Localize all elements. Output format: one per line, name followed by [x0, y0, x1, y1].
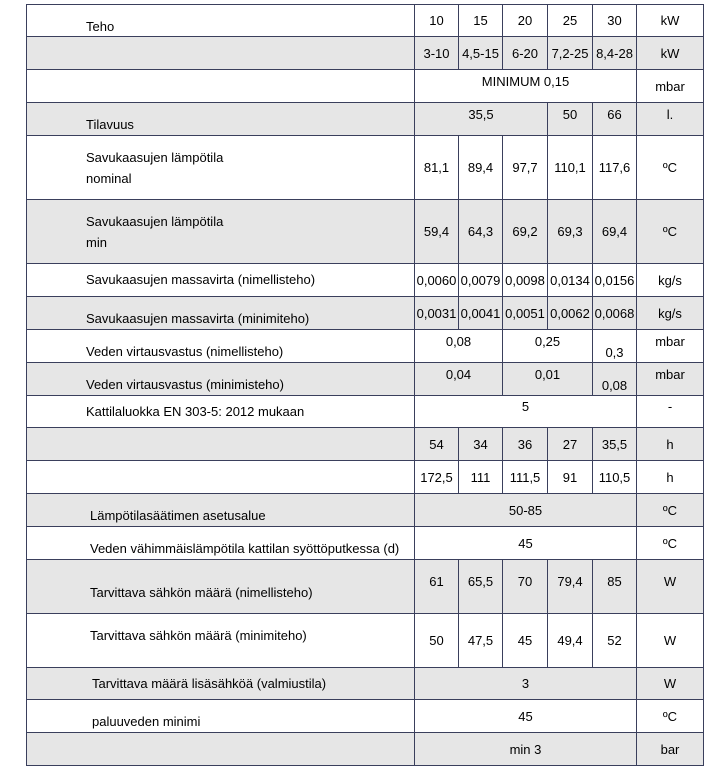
value-cell: 0,3	[593, 330, 637, 363]
unit-cell: kW	[637, 37, 704, 70]
row-electricity-min	[27, 614, 704, 668]
value-cell: 111,5	[503, 461, 548, 494]
value-cell: 64,3	[459, 200, 503, 264]
value-cell: 81,1	[415, 136, 459, 200]
value-cell: 45	[415, 700, 637, 733]
row-water-resistance-min	[27, 363, 704, 396]
value-cell: min 3	[415, 733, 637, 766]
value-cell: 0,08	[415, 330, 503, 363]
unit-cell: ºC	[637, 494, 704, 527]
value-cell: 0,0156	[593, 264, 637, 297]
unit-cell: kg/s	[637, 264, 704, 297]
row-label: Savukaasujen massavirta (minimiteho)	[27, 297, 415, 330]
row-label	[27, 37, 415, 70]
row-flue-temp-nominal	[27, 136, 704, 200]
value-cell: 0,0051	[503, 297, 548, 330]
row-boiler-class	[27, 396, 704, 428]
value-cell: 8,4-28	[593, 37, 637, 70]
value-cell: 85	[593, 560, 637, 614]
value-cell: 49,4	[548, 614, 593, 668]
value-cell: 36	[503, 428, 548, 461]
value-cell: 0,01	[503, 363, 593, 396]
row-label: Tarvittava sähkön määrä (minimiteho)	[27, 614, 415, 668]
value-cell: MINIMUM 0,15	[415, 70, 637, 103]
value-cell: 61	[415, 560, 459, 614]
row-label: Savukaasujen lämpötila min	[27, 200, 415, 264]
value-cell: 66	[593, 103, 637, 136]
unit-cell: kW	[637, 5, 704, 37]
row-label	[27, 733, 415, 766]
row-label: Veden virtausvastus (nimellisteho)	[27, 330, 415, 363]
value-cell: 69,2	[503, 200, 548, 264]
value-cell: 117,6	[593, 136, 637, 200]
row-mass-flow-nominal	[27, 264, 704, 297]
value-cell: 30	[593, 5, 637, 37]
value-cell: 50	[415, 614, 459, 668]
row-label: Tilavuus	[27, 103, 415, 136]
unit-cell: W	[637, 668, 704, 700]
boiler-spec-table	[26, 4, 704, 766]
unit-cell: W	[637, 614, 704, 668]
row-label: paluuveden minimi	[27, 700, 415, 733]
unit-cell: mbar	[637, 330, 704, 363]
row-label: Veden virtausvastus (minimisteho)	[27, 363, 415, 396]
unit-cell: l.	[637, 103, 704, 136]
value-cell: 0,0079	[459, 264, 503, 297]
row-label: Savukaasujen massavirta (nimellisteho)	[27, 264, 415, 297]
value-cell: 97,7	[503, 136, 548, 200]
value-cell: 27	[548, 428, 593, 461]
row-label: Lämpötilasäätimen asetusalue	[27, 494, 415, 527]
unit-cell: bar	[637, 733, 704, 766]
value-cell: 15	[459, 5, 503, 37]
value-cell: 10	[415, 5, 459, 37]
unit-cell: -	[637, 396, 704, 428]
value-cell: 0,0060	[415, 264, 459, 297]
unit-cell: h	[637, 428, 704, 461]
row-return-water-min	[27, 700, 704, 733]
value-cell: 4,5-15	[459, 37, 503, 70]
value-cell: 25	[548, 5, 593, 37]
value-cell: 111	[459, 461, 503, 494]
value-cell: 7,2-25	[548, 37, 593, 70]
value-cell: 0,0134	[548, 264, 593, 297]
unit-cell: ºC	[637, 200, 704, 264]
value-cell: 5	[415, 396, 637, 428]
value-cell: 3	[415, 668, 637, 700]
value-cell: 69,3	[548, 200, 593, 264]
row-label: Veden vähimmäislämpötila kattilan syöttöputkessa (d)	[27, 527, 415, 560]
value-cell: 54	[415, 428, 459, 461]
value-cell: 0,0041	[459, 297, 503, 330]
value-cell: 110,1	[548, 136, 593, 200]
row-label: Teho	[27, 5, 415, 37]
value-cell: 172,5	[415, 461, 459, 494]
value-cell: 3-10	[415, 37, 459, 70]
value-cell: 91	[548, 461, 593, 494]
value-cell: 110,5	[593, 461, 637, 494]
value-cell: 89,4	[459, 136, 503, 200]
value-cell: 70	[503, 560, 548, 614]
row-thermostat-range	[27, 494, 704, 527]
unit-cell: ºC	[637, 136, 704, 200]
row-label: Kattilaluokka EN 303-5: 2012 mukaan	[27, 396, 415, 428]
row-flue-temp-min	[27, 200, 704, 264]
value-cell: 0,0098	[503, 264, 548, 297]
row-label: Tarvittava sähkön määrä (nimellisteho)	[27, 560, 415, 614]
row-teho	[27, 5, 704, 37]
unit-cell: mbar	[637, 70, 704, 103]
row-tilavuus	[27, 103, 704, 136]
unit-cell: mbar	[637, 363, 704, 396]
unit-cell: ºC	[637, 527, 704, 560]
row-power-range	[27, 37, 704, 70]
value-cell: 45	[415, 527, 637, 560]
value-cell: 47,5	[459, 614, 503, 668]
row-mass-flow-min	[27, 297, 704, 330]
value-cell: 35,5	[593, 428, 637, 461]
row-label	[27, 461, 415, 494]
row-electricity-nominal	[27, 560, 704, 614]
value-cell: 34	[459, 428, 503, 461]
value-cell: 20	[503, 5, 548, 37]
row-hours-2	[27, 461, 704, 494]
row-hours-1	[27, 428, 704, 461]
unit-cell: W	[637, 560, 704, 614]
unit-cell: kg/s	[637, 297, 704, 330]
unit-cell: h	[637, 461, 704, 494]
value-cell: 52	[593, 614, 637, 668]
row-label	[27, 428, 415, 461]
value-cell: 0,0031	[415, 297, 459, 330]
value-cell: 79,4	[548, 560, 593, 614]
value-cell: 69,4	[593, 200, 637, 264]
value-cell: 6-20	[503, 37, 548, 70]
row-label	[27, 70, 415, 103]
value-cell: 59,4	[415, 200, 459, 264]
value-cell: 50-85	[415, 494, 637, 527]
value-cell: 35,5	[415, 103, 548, 136]
value-cell: 50	[548, 103, 593, 136]
unit-cell: ºC	[637, 700, 704, 733]
row-min-water-temp	[27, 527, 704, 560]
value-cell: 0,08	[593, 363, 637, 396]
row-label: Savukaasujen lämpötila nominal	[27, 136, 415, 200]
value-cell: 65,5	[459, 560, 503, 614]
value-cell: 0,0062	[548, 297, 593, 330]
value-cell: 0,04	[415, 363, 503, 396]
row-water-resistance-nominal	[27, 330, 704, 363]
row-label: Tarvittava määrä lisäsähköä (valmiustila)	[27, 668, 415, 700]
row-pressure	[27, 733, 704, 766]
row-standby-electricity	[27, 668, 704, 700]
row-minimum-draft	[27, 70, 704, 103]
value-cell: 45	[503, 614, 548, 668]
value-cell: 0,0068	[593, 297, 637, 330]
value-cell: 0,25	[503, 330, 593, 363]
